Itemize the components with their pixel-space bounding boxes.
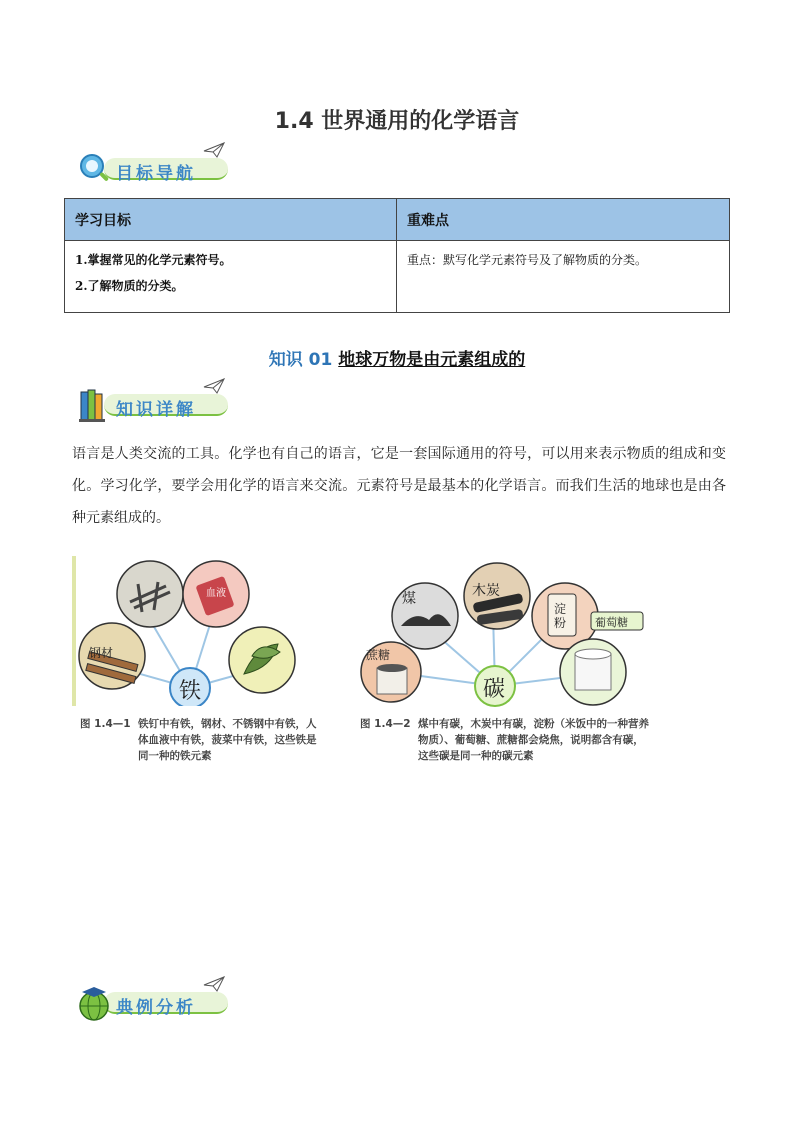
books-icon xyxy=(78,388,110,420)
figure-carbon xyxy=(355,556,655,776)
caption-text: 煤中有碳，木炭中有碳，淀粉（米饭中的一种营养物质）、葡萄糖、蔗糖都会烧焦，说明都含有碳，这些碳是同一种的碳元素 xyxy=(418,718,649,762)
example-banner xyxy=(78,982,238,1018)
knowledge-banner xyxy=(78,384,238,420)
steel-label: 钢材 xyxy=(89,646,114,660)
caption-text: 铁钉中有铁，钢材、不锈钢中有铁，人体血液中有铁，菠菜中有铁，这些铁是同一种的铁元素 xyxy=(138,718,317,762)
paper-plane-icon xyxy=(203,976,225,992)
carbon-label: 碳 xyxy=(483,677,506,702)
coal-label: 煤 xyxy=(402,591,416,607)
keypoint-cell xyxy=(397,241,730,313)
glucose-label: 葡萄糖 xyxy=(595,616,628,629)
blood-label: 血液 xyxy=(206,588,226,599)
keypoint-header: 重难点 xyxy=(397,199,730,241)
magnifier-icon xyxy=(78,152,110,184)
globe-graduation-icon xyxy=(78,986,110,1018)
page-title: 1.4 世界通用的化学语言 xyxy=(274,109,520,134)
banner-label: 知识详解 xyxy=(116,400,196,420)
goals-header: 学习目标 xyxy=(65,199,397,241)
paper-plane-icon xyxy=(203,142,225,158)
goal-line: 2.了解物质的分类。 xyxy=(75,279,184,293)
section-title: 地球万物是由元素组成的 xyxy=(338,350,526,370)
intro-paragraph: 语言是人类交流的工具。化学也有自己的语言，它是一套国际通用的符号，可以用来表示物质的组成和变化。学习化学，要学会用化学的语言来交流。元素符号是最基本的化学语言。而我们生活的地球也是由各种元素组成的。 xyxy=(72,446,726,526)
keypoint-text: 重点：默写化学元素符号及了解物质的分类。 xyxy=(407,253,648,267)
sucrose-label: 蔗糖 xyxy=(366,648,391,662)
goal-line: 1.掌握常见的化学元素符号。 xyxy=(75,253,232,267)
goals-table xyxy=(64,198,730,313)
iron-label: 铁 xyxy=(179,679,202,704)
goals-cell xyxy=(65,241,397,313)
charcoal-label: 木炭 xyxy=(472,583,500,599)
figure-iron xyxy=(72,556,322,776)
caption-number: 图 1.4—1 xyxy=(80,718,131,730)
caption-number: 图 1.4—2 xyxy=(360,718,411,730)
paper-plane-icon xyxy=(203,378,225,394)
section-number: 知识 01 xyxy=(268,350,333,370)
banner-label: 典例分析 xyxy=(116,998,196,1018)
starch-label: 淀粉 xyxy=(554,602,567,630)
banner-label: 目标导航 xyxy=(116,164,196,184)
section-heading xyxy=(0,345,794,370)
goal-banner xyxy=(78,148,238,184)
